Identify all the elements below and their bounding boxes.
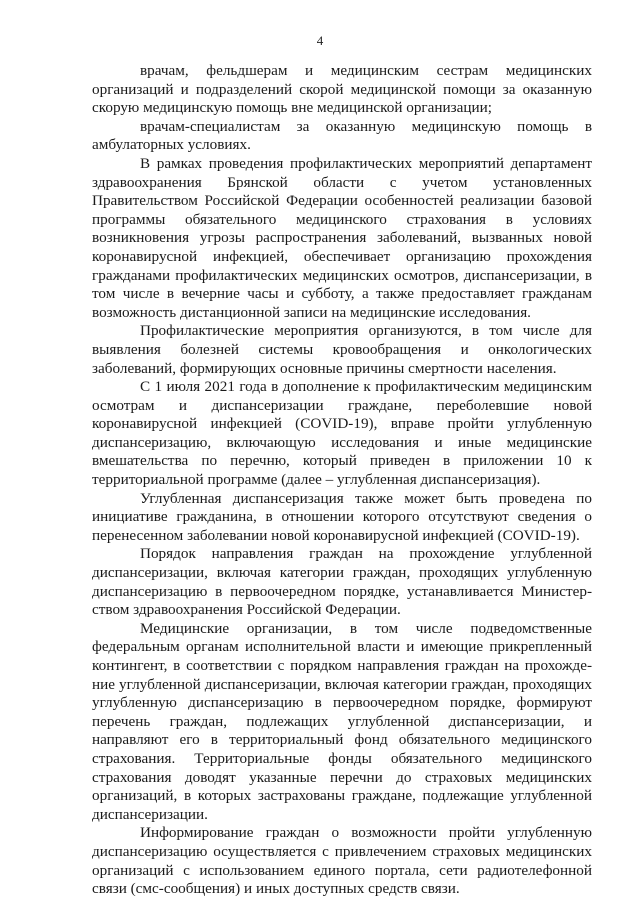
paragraph-8: Медицинские организации, в том числе подведомственные федеральным органам исполнительной власти и имеющие прикрепленный контингент, в соответствии с порядком направления граждан на прохождение углубленной диспансеризации, включая категории граждан, проходящих углубленную диспансеризацию в первоочередном порядке, формируют перечень граждан, подлежащих углубленной диспансеризации, и направляют его в территориальный фонд обязательного медицинского страхования. Территориальные фонды обязательного медицинского страхования доводят указанные перечни до страховых медицинских организаций, в которых застрахованы граждане, подлежащие углубленной диспансеризации. (92, 619, 592, 823)
paragraph-3: В рамках проведения профилактических мероприятий департамент здравоохранения Брянской области с учетом установленных Правительством Российской Федерации особенностей реализации базовой программы обязательного медицинского страхования в условиях возникновения угрозы распространения заболеваний, вызванных новой коронавирусной инфекцией, обеспечивает организацию прохождения гражданами профилактических медицинских осмотров, диспансеризации, в том числе в вечерние часы и субботу, а также предоставляет гражданам возможность дистанционной записи на медицинские исследования. (92, 154, 592, 321)
paragraph-7: Порядок направления граждан на прохождение углубленной диспансеризации, включая категории граждан, проходящих углубленную диспансеризацию в первоочередном порядке, устанавливается Министерством здравоохранения Российской Федерации. (92, 545, 592, 619)
paragraph-2: врачам-специалистам за оказанную медицинскую помощь в амбулаторных условиях. (92, 117, 592, 154)
paragraph-4: Профилактические мероприятия организуются, в том числе для выявления болезней системы кровообращения и онкологических заболеваний, формирующих основные причины смертности населения. (92, 322, 592, 377)
paragraph-9: Информирование граждан о возможности пройти углубленную диспансеризацию осуществляется с привлечением страховых медицинских организаций с использованием единого портала, сети радиотелефонной связи (смс-сообщения) и иных доступных средств связи. (92, 824, 592, 898)
paragraph-6: Углубленная диспансеризация также может быть проведена по инициативе гражданина, в отношении которого отсутствуют сведения о перенесенном заболевании новой коронавирусной инфекцией (COVID-19). (92, 489, 592, 544)
document-body (92, 62, 592, 899)
page-number: 4 (316, 33, 324, 48)
paragraph-5: С 1 июля 2021 года в дополнение к профилактическим медицинским осмотрам и диспансеризации граждане, переболевшие новой коронавирусной инфекцией (COVID-19), вправе пройти углубленную диспансеризацию, включающую исследования и иные медицинские вмешательства по перечню, который приведен в приложении 10 к территориальной программе (далее – углубленная диспансеризация). (92, 378, 592, 489)
paragraph-1: врачам, фельдшерам и медицинским сестрам медицинских организаций и подразделений скорой медицинской помощи за оказанную скорую медицинскую помощь вне медицинской организации; (92, 62, 592, 117)
